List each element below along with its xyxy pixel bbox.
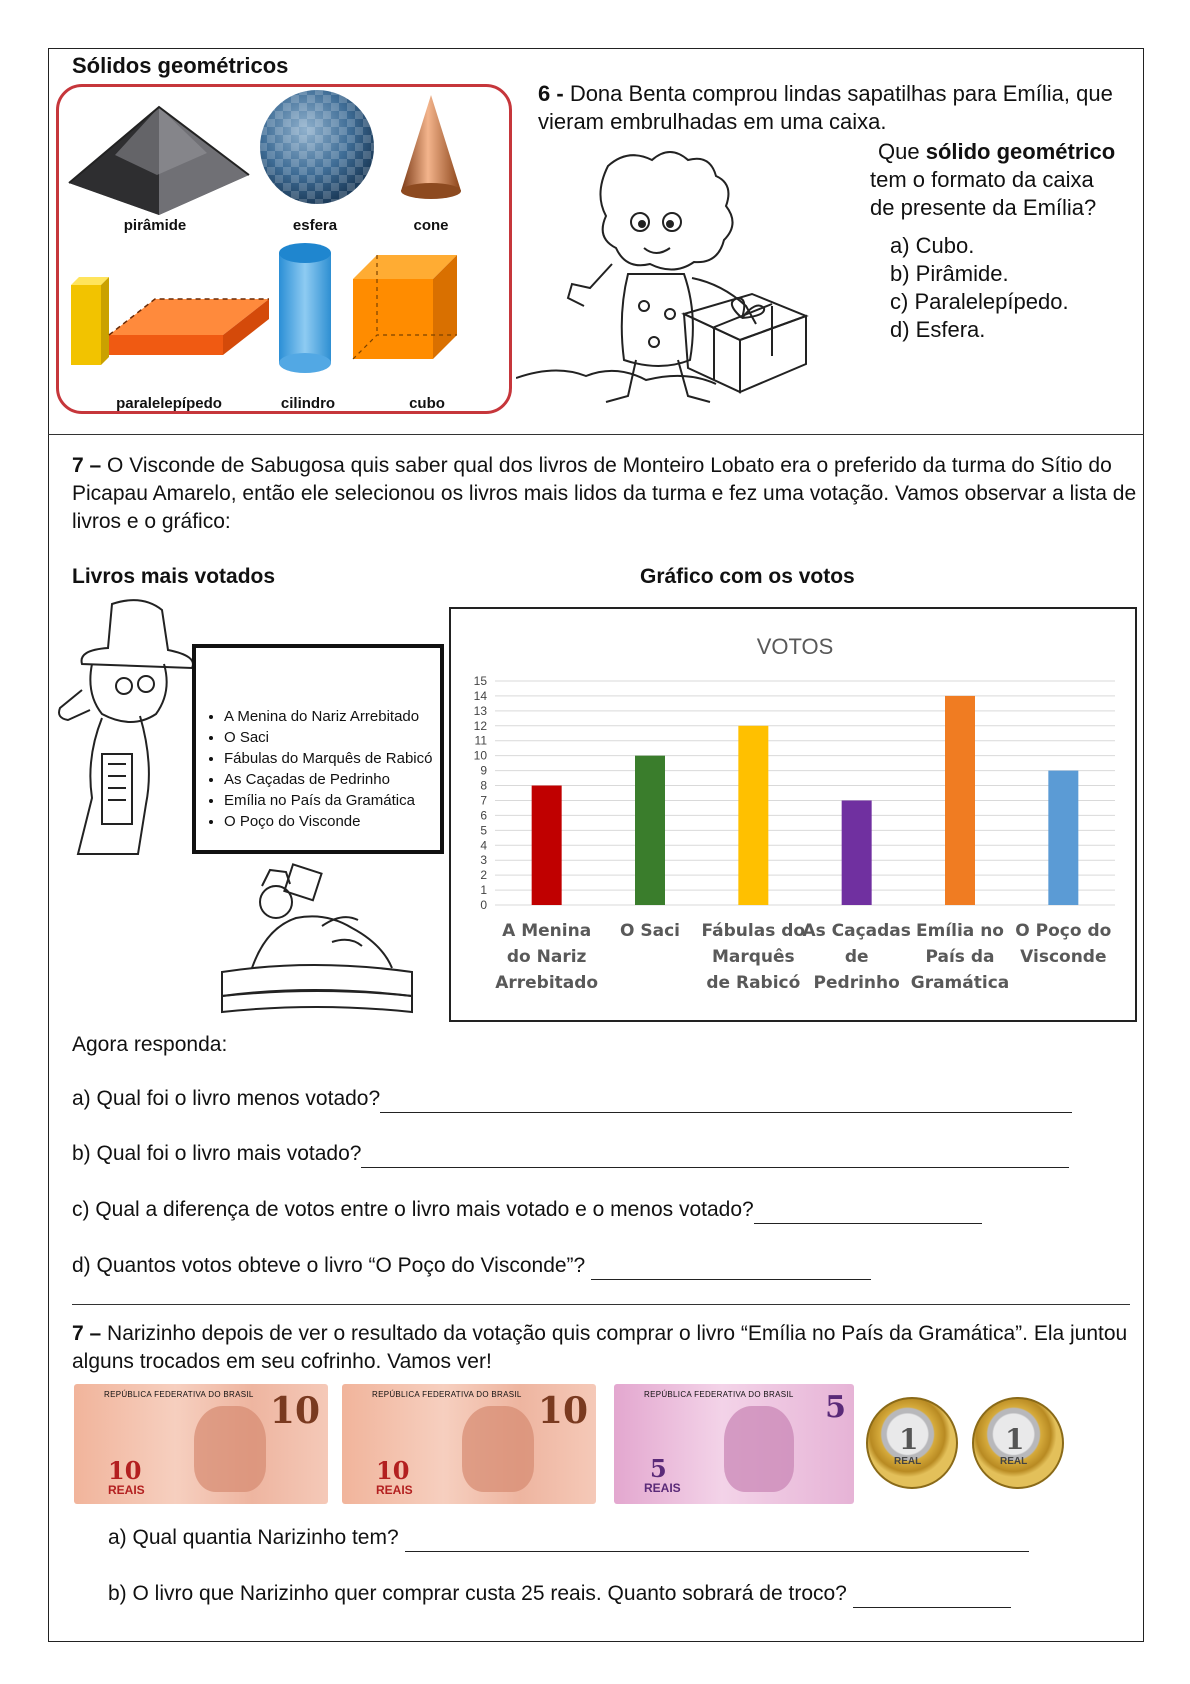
y-tick-label: 8 [480,778,487,793]
y-tick-label: 3 [480,853,487,868]
bar [635,756,665,905]
q6-option-c[interactable]: c) Paralelepípedo. [890,289,1069,314]
q6-question-line2: tem o formato da caixa [870,167,1094,192]
book-list-box [192,644,444,854]
x-tick-label: O Poço do Visconde [1015,921,1112,967]
book-item: • O Poço do Visconde [224,811,432,832]
y-tick-label: 12 [473,718,487,733]
portrait-icon [194,1406,266,1492]
portrait-icon [724,1406,794,1492]
chart-box [449,607,1137,1022]
chart-grid [495,681,1115,905]
cube-icon [353,255,457,359]
y-tick-label: 1 [480,883,487,898]
x-tick-label: Fábulas do Marquês de Rabicó [701,921,806,993]
parallelepiped-icon [109,299,269,355]
y-tick-label: 5 [480,823,487,838]
book-item: • As Caçadas de Pedrinho [224,769,432,790]
coin-1-real: 1 REAL [972,1397,1064,1489]
q7-question-c: c) Qual a diferença de votos entre o livro mais votado e o menos votado? [72,1196,982,1224]
label-paralelepipedo: paralelepípedo [116,395,222,412]
answer-blank-d[interactable] [591,1257,871,1280]
y-tick-label: 10 [473,748,487,763]
y-tick-label: 6 [480,808,487,823]
answer-blank-b[interactable] [361,1145,1069,1168]
q7-question-a: a) Qual foi o livro menos votado? [72,1085,1072,1113]
y-tick-label: 14 [473,688,487,703]
yellow-prism-icon [71,277,109,365]
divider-2 [72,1304,1130,1305]
coin-1-real: 1 REAL [866,1397,958,1489]
y-tick-label: 11 [474,733,487,748]
answer-blank-money-b[interactable] [853,1585,1011,1608]
x-tick-label: As Caçadas de Pedrinho [802,921,911,993]
sphere-icon [260,90,374,204]
x-tick-label: A Menina do Nariz Arrebitado [495,921,599,993]
q8-statement: 7 – Narizinho depois de ver o resultado da votação quis comprar o livro “Emília no País da Gramática”. Ela juntou alguns trocados em seu cofrinho. Vamos ver! [72,1322,1128,1373]
q6-intro: 6 - Dona Benta comprou lindas sapatilhas para Emília, que vieram embrulhadas em uma caixa. [538,81,1113,134]
y-tick-label: 2 [480,868,487,883]
chart-y-ticks [474,674,488,912]
y-tick-label: 7 [480,793,487,808]
reading-character-drawing [212,862,432,1022]
q7-question-d: d) Quantos votos obteve o livro “O Poço do Visconde”? [72,1252,871,1280]
bar [532,786,562,905]
q6-option-a[interactable]: a) Cubo. [890,233,975,258]
solids-illustration [59,87,509,411]
label-esfera: esfera [292,217,338,234]
solids-title: Sólidos geométricos [72,53,289,78]
x-tick-label: O Saci [620,921,680,941]
divider-1 [48,434,1144,435]
chart-title: VOTOS [756,634,834,659]
answer-blank-a[interactable] [380,1090,1072,1113]
label-piramide: pirâmide [123,217,187,234]
answer-blank-money-a[interactable] [405,1529,1029,1552]
answer-intro: Agora responda: [72,1033,228,1056]
book-item: • Emília no País da Gramática [224,790,432,811]
emilia-drawing [516,146,856,408]
y-tick-label: 13 [473,703,487,718]
bar [842,800,872,905]
q6-options [890,232,1069,344]
q6-option-b[interactable]: b) Pirâmide. [890,261,1009,286]
y-tick-label: 9 [480,763,487,778]
y-tick-label: 4 [480,838,487,853]
label-cubo: cubo [409,395,445,412]
solids-panel [56,84,512,414]
portrait-icon [462,1406,534,1492]
answer-blank-c[interactable] [754,1201,982,1224]
q8-question-a: a) Qual quantia Narizinho tem? [108,1524,1029,1552]
book-item: • Fábulas do Marquês de Rabicó [224,748,432,769]
chart-x-labels [495,921,1111,993]
q6-option-d[interactable]: d) Esfera. [890,317,986,342]
list-title: Livros mais votados [72,565,276,588]
visconde-drawing [52,594,202,864]
pyramid-icon [69,107,249,215]
q8-question-b: b) O livro que Narizinho quer comprar custa 25 reais. Quanto sobrará de troco? [108,1580,1011,1608]
banknote-5: REPÚBLICA FEDERATIVA DO BRASIL 5 5 REAIS [614,1384,854,1504]
book-list [196,706,432,832]
cone-icon [401,95,461,199]
q6-question: Que sólido geométrico [878,139,1116,164]
q7-question-b: b) Qual foi o livro mais votado? [72,1140,1069,1168]
book-item: • A Menina do Nariz Arrebitado [224,706,432,727]
label-cone: cone [413,217,449,234]
y-tick-label: 15 [473,674,487,688]
x-tick-label: Emília no País da Gramática [910,921,1010,993]
votes-chart [451,609,1135,1020]
label-cilindro: cilindro [280,395,336,412]
bar [738,726,768,905]
bar [945,696,975,905]
y-tick-label: 0 [480,898,487,912]
q7-statement: 7 – O Visconde de Sabugosa quis saber qual dos livros de Monteiro Lobato era o preferido da turma do Sítio do Picapau Amarelo, então ele selecionou os livros mais lidos da turma e fez uma votação. Vamos observar a lista de livros e o gráfico: [72,454,1137,533]
book-item: • O Saci [224,727,432,748]
banknote-10-a: REPÚBLICA FEDERATIVA DO BRASIL 10 10 REAIS [74,1384,328,1504]
cylinder-icon [279,243,331,373]
chart-heading: Gráfico com os votos [640,565,855,588]
bar [1048,771,1078,905]
q6-question-line3: de presente da Emília? [870,195,1097,220]
banknote-10-b: REPÚBLICA FEDERATIVA DO BRASIL 10 10 REAIS [342,1384,596,1504]
